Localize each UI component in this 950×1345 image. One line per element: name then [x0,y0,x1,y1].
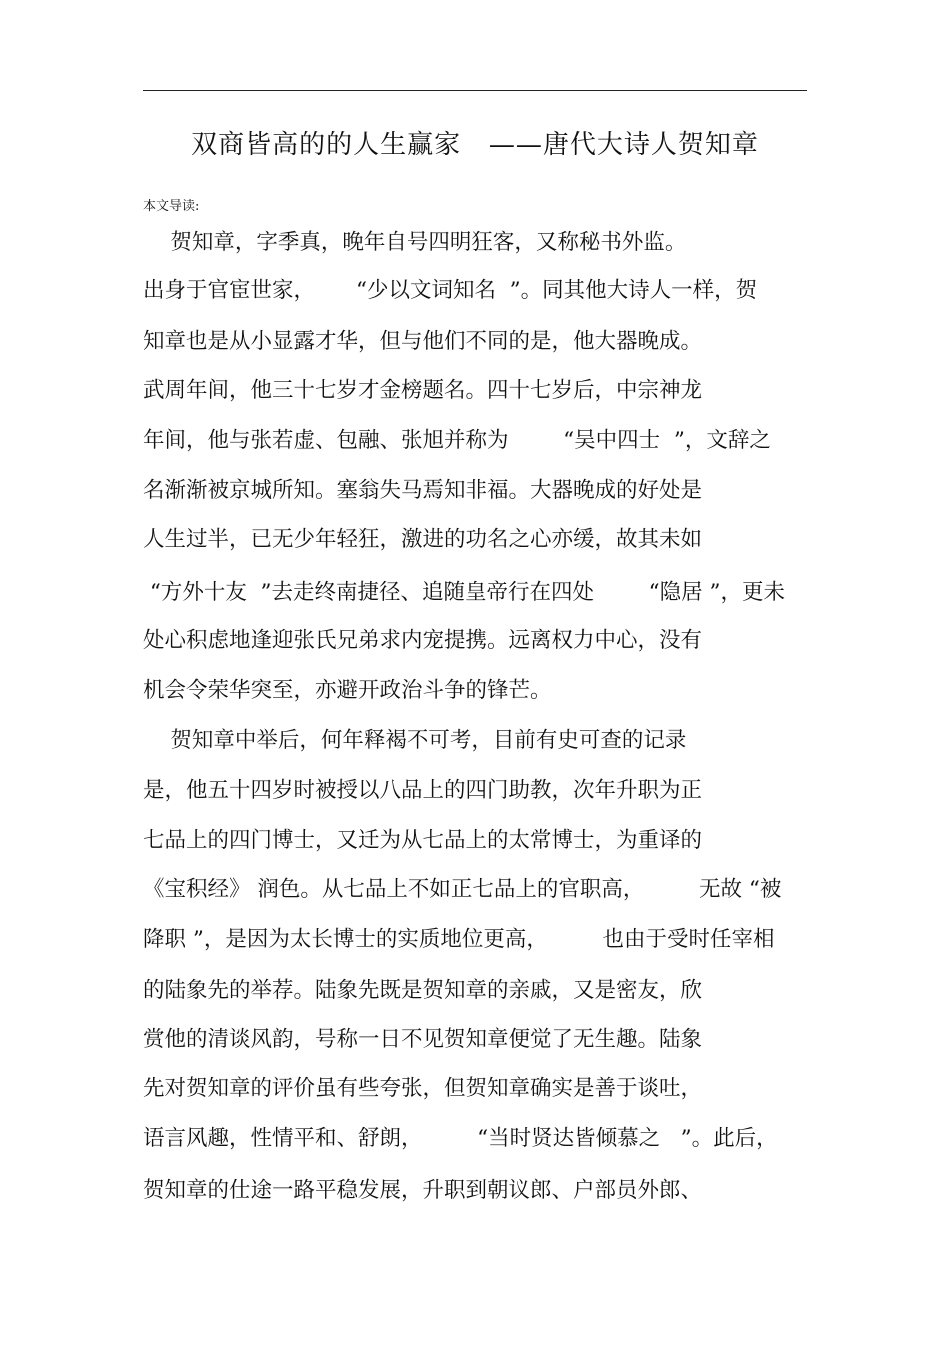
body-line: “方外十友 ”去走终南捷径、追随皇帝行在四处 “隐居 ”，更未 [143,580,785,605]
body-line: 武周年间，他三十七岁才金榜题名。四十七岁后，中宗神龙 [143,378,703,403]
document-title: 双商皆高的的人生赢家 ——唐代大诗人贺知章 [191,130,759,160]
body-line: 先对贺知章的评价虽有些夸张，但贺知章确实是善于谈吐， [143,1076,703,1101]
body-line: 是，他五十四岁时被授以八品上的四门助教，次年升职为正 [143,778,703,803]
intro-label: 本文导读: [143,199,200,214]
body-line: 处心积虑地逢迎张氏兄弟求内宠提携。远离权力中心，没有 [143,628,703,653]
body-line: 七品上的四门博士，又迁为从七品上的太常博士，为重译的 [143,828,703,853]
body-line: 语言风趣，性情平和、舒朗， “当时贤达皆倾慕之 ”。此后， [143,1126,778,1151]
body-line: 名渐渐被京城所知。塞翁失马焉知非福。大器晚成的好处是 [143,478,703,503]
header-rule [143,90,807,91]
body-line: 年间，他与张若虚、包融、张旭并称为 “吴中四士 ”，文辞之 [143,428,771,453]
body-line: 机会令荣华突至，亦避开政治斗争的锋芒。 [143,678,552,703]
body-line: 降职 ”，是因为太长博士的实质地位更高， 也由于受时任宰相 [143,927,775,952]
body-line: 《宝积经》 润色。从七品上不如正七品上的官职高， 无故 “被 [143,877,782,902]
body-line: 贺知章中举后，何年释褐不可考，目前有史可查的记录 [143,728,687,753]
body-line: 贺知章，字季真，晚年自号四明狂客，又称秘书外监。 [143,230,687,255]
body-line: 的陆象先的举荐。陆象先既是贺知章的亲戚，又是密友，欣 [143,978,703,1003]
body-line: 赏他的清谈风韵，号称一日不见贺知章便觉了无生趣。陆象 [143,1027,703,1052]
body-line: 人生过半，已无少年轻狂，激进的功名之心亦缓，故其未如 [143,527,703,552]
body-line: 贺知章的仕途一路平稳发展，升职到朝议郎、户部员外郎、 [143,1178,703,1203]
body-line: 出身于官宦世家， “少以文词知名 ”。同其他大诗人一样，贺 [143,278,758,303]
body-line: 知章也是从小显露才华，但与他们不同的是，他大器晚成。 [143,329,703,354]
